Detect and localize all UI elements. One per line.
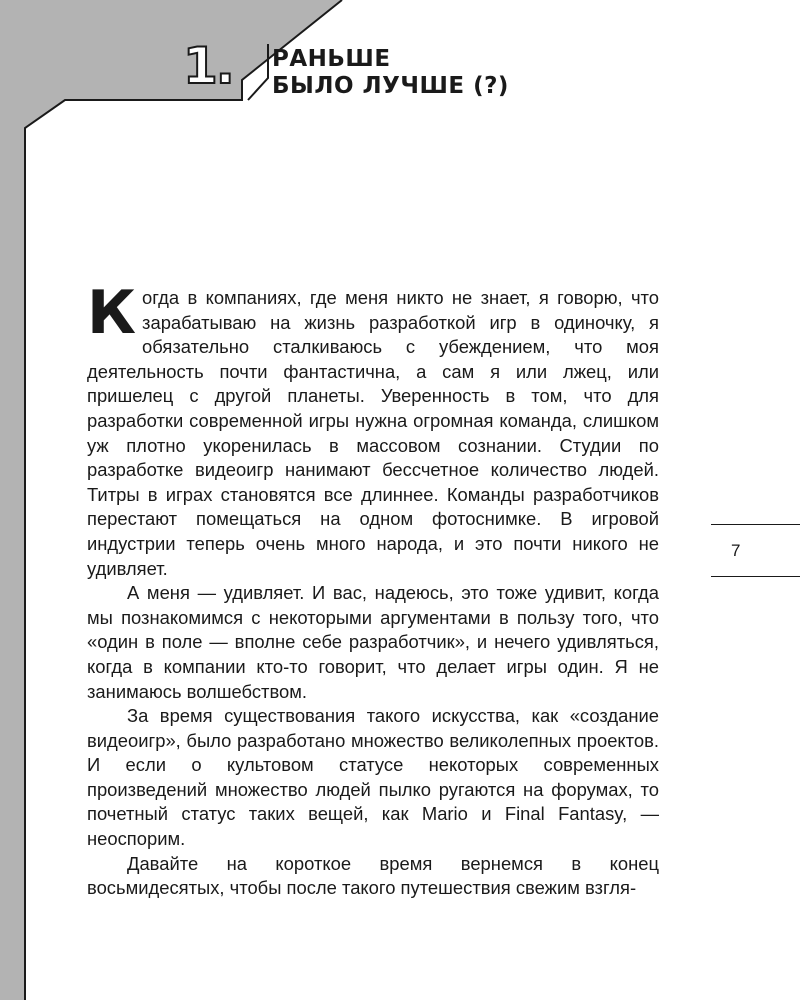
chapter-title-line-2: БЫЛО ЛУЧШЕ (?): [272, 73, 509, 99]
chapter-number: 1.: [183, 37, 233, 95]
paragraph-1: [87, 278, 659, 581]
paragraph-2: А меня — удивляет. И вас, надеюсь, это тоже удивит, когда мы познакомимся с некоторыми аргументами в пользу того, что «один в поле — вполне себе разработчик», и нечего удивляться, когда в компании кто-то говорит, что делает игры один. Я не занимаюсь волшебством.: [87, 582, 659, 702]
page-number: 7: [731, 541, 741, 560]
folio-rule-top: [711, 524, 800, 525]
paragraph-1-text: огда в компаниях, где меня никто не знает, я говорю, что зарабатываю на жизнь разработкой игр в одиночку, я обязательно сталкиваюсь с убеждением, что моя деятельность почти фантастична, а сам я или лжец, или пришелец с другой планеты. Уверенность в том, что для разработки современной игры нужна огромная команда, слишком уж плотно укоренилась в массовом сознании. Студии по разработке видеоигр нанимают бессчетное количество людей. Титры в играх становятся все длиннее. Команды разработчиков перестают помещаться на одном фотоснимке. В игровой индустрии теперь очень много народа, и это почти никого не удивляет.: [87, 287, 659, 579]
paragraph-3: За время существования такого искусства, как «создание видеоигр», было разработано множество великолепных проектов. И если о культовом статусе некоторых современных произведений множество людей пылко ругаются на форумах, то почетный статус таких вещей, как Mario и Final Fantasy, — неоспорим.: [87, 705, 659, 850]
chapter-title-line-1: РАНЬШЕ: [272, 46, 391, 72]
body-text: [87, 278, 659, 901]
drop-cap: К: [87, 278, 137, 348]
paragraph-4: Давайте на короткое время вернемся в конец восьмидесятых, чтобы после такого путешествия свежим взгля-: [87, 852, 659, 899]
chapter-title: [272, 46, 509, 100]
folio-rule-bottom: [711, 576, 800, 577]
